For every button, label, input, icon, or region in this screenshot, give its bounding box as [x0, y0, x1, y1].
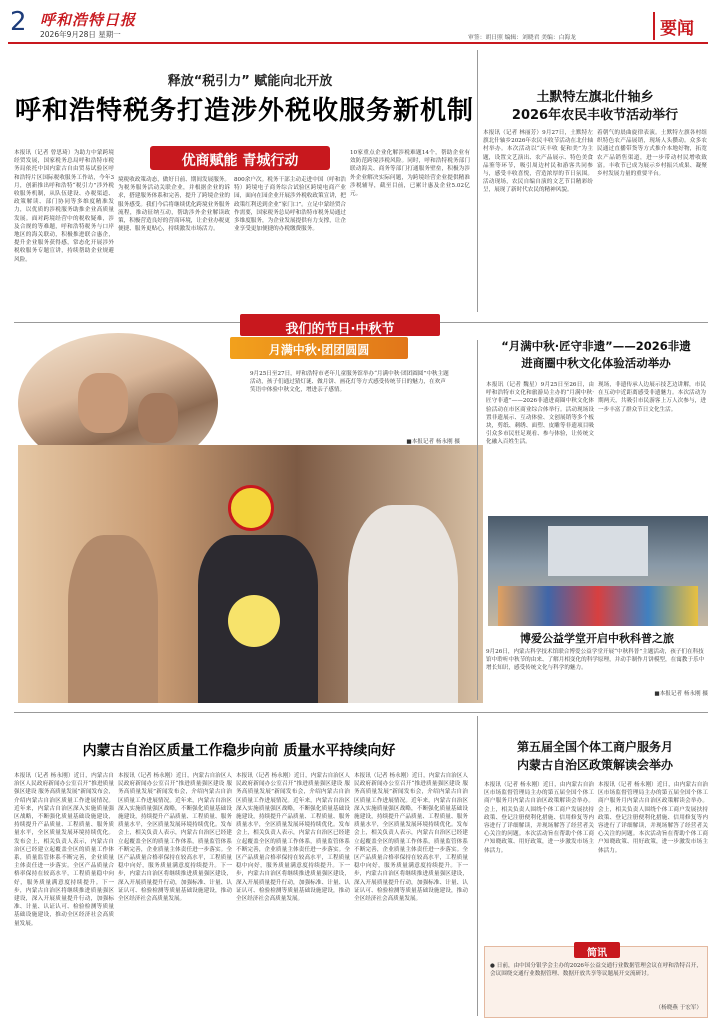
photo-title: 月满中秋·团团圆圆 [268, 343, 370, 357]
festival-right-headline-1: “月满中秋·匠守非遗”——2026非遗 [501, 339, 691, 353]
photo-figure [78, 373, 128, 433]
festival-right-column-1: 本报讯（记者 魏星）9月25日至26日，由呼和浩特市文化和旅游局主办的“月满中秋·匠守非遗”——2026非遗进商圈中秋文化体验活动在市区商业综合体举行。活动现场设置非遗展示、互动体验、文创展销等多个板块，剪纸、刺绣、面塑、皮雕等非遗项目吸引众多市民驻足观看、参与体验，让传统文化融入百姓生活。 [486, 382, 594, 446]
right-top-headline-1: 土默特左旗北什轴乡 [536, 90, 654, 105]
festival-photo-credit: ■本报记者 杨永刚 摄 [406, 439, 460, 445]
brief-title: 简讯 [587, 948, 607, 959]
issue-date: 2026年9月28日 星期一 [40, 30, 121, 39]
lead-kicker: 释放“税引力” 赋能向北开放 [167, 74, 333, 89]
bottom-column-divider [477, 716, 478, 1016]
festival-right-headline-2: 进商圈中秋文化体验活动举办 [521, 356, 671, 370]
right-top-headline-2: 2026年农民丰收节活动举行 [511, 108, 679, 123]
photo-moon-badge [228, 595, 280, 647]
festival-right-column-2: 现场，非遗传承人边展示技艺边讲解，市民在互动中近距离感受非遗魅力。本次活动为期两天，共吸引市民游客上万人次参与，进一步丰富了群众节日文化生活。 [598, 382, 706, 413]
science-photo-caption: 9月26日，内蒙古科学技术馆联合博爱公益学堂开展“中秋科普”主题活动，孩子们在科技馆中聆听中秋节的由来、了解月相变化的科学原理，并动手制作月饼模型，在寓教于乐中增长知识，感受传统文化与科学的魅力。 [486, 649, 705, 671]
lead-column-1: 本报讯（记者 曾思琦）为助力中蒙跨境经贸发展，国家税务总局呼和浩特市税务局依托中国内蒙古自由贸易试验区呼和浩特片区国际税收服务工作站，今年3月，创新推出呼和浩特“税引力”涉外税收服务机制，从队伍建设、办税渠道、政策解读、部门协同等多维度精准发力，以优质的涉税服务助推企业高质量发展。面对跨境经营中的税收疑难，涉及合规的等难题，呼和浩特税务与口岸地区的海关联动，积极推进联合惠企，提升企业服务获得感，常态化开展涉外税收服务专题宣讲，持续帮助企业规避风险。 [14, 150, 114, 263]
bottom-left-column-1: 本报讯（记者 杨永刚）近日，内蒙古自治区人民政府新闻办公室召开“推进质量强区建设 服务高质量发展”新闻发布会，介绍内蒙古自治区质量工作进展情况。近年来，内蒙古自治区深入实施质量强区战略，不断强化质量基础设施建设，持续提升产品质量、工程质量、服务质量水平，全区质量发展环境持续优化。发布会上，相关负责人表示，内蒙古自治区已经建立起覆盖全区的质量工作体系，质量监管体系不断完善，企业质量主体责任进一步落实。全区产品质量合格率保持在较高水平，工程质量稳中向好，服务质量满意度持续提升。下一步，内蒙古自治区将继续推进质量强区建设，深入开展质量提升行动，加强标准、计量、认证认可、检验检测等质量基础设施建设，推动全区经济社会高质量发展。 [14, 773, 114, 927]
section-label: 要闻 [660, 19, 694, 39]
festival-column-divider [477, 340, 478, 700]
lead-headline: 呼和浩特税务打造涉外税收服务新机制 [15, 96, 475, 126]
bottom-left-column-2: 本报讯（记者 杨永刚）近日，内蒙古自治区人民政府新闻办公室召开“推进质量强区建设 服务高质量发展”新闻发布会，介绍内蒙古自治区质量工作进展情况。近年来，内蒙古自治区深入实施质量强区战略，不断强化质量基础设施建设，持续提升产品质量、工程质量、服务质量水平，全区质量发展环境持续优化。发布会上，相关负责人表示，内蒙古自治区已经建立起覆盖全区的质量工作体系，质量监管体系不断完善，企业质量主体责任进一步落实。全区产品质量合格率保持在较高水平，工程质量稳中向好，服务质量满意度持续提升。下一步，内蒙古自治区将继续推进质量强区建设，深入开展质量提升行动，加强标准、计量、认证认可、检验检测等质量基础设施建设，推动全区经济社会高质量发展。 [118, 773, 232, 903]
column-divider [477, 50, 478, 312]
header-rule [8, 42, 708, 44]
lead-subhead: 优商赋能 青城行动 [181, 153, 299, 169]
bottom-right-column-2: 本报讯（记者 杨永刚）近日，由内蒙古自治区市场监督管理局主办的第五届全国个体工商户服务月内蒙古自治区政策解读会举办。会上，相关负责人围绕个体工商户发展扶持政策、登记注册便利化措施、信用修复等内容进行了详细解读，并现场解答了经营者关心关注的问题。本次活动旨在帮助个体工商户知晓政策、用好政策，进一步激发市场主体活力。 [598, 782, 708, 854]
photo-kids-row [498, 586, 698, 626]
photo-screen [548, 526, 648, 576]
page-number: 2 [10, 7, 27, 37]
science-photo-title: 博爱公益学堂开启中秋科普之旅 [520, 632, 674, 645]
festival-photo-large [18, 445, 483, 703]
editor-credits: 审签：胡日照 编辑：刘晓君 美编：白海龙 [468, 35, 577, 41]
photo-lantern [228, 485, 274, 531]
lead-column-3: 800余户次。税务干部主动走进中国（呼和浩特）跨境电子商务综合试验区跨境电商产业园，面向在园企业开展涉外税收政策宣讲，把政策红利送到企业“家门口”。立足中蒙经贸合作需要，国家税务总局呼和浩特市税务局通过多维度服务，为企业发展提供有力支撑，让企业享受更加便捷的办税缴费服务。 [234, 177, 346, 233]
bottom-right-column-1: 本报讯（记者 杨永刚）近日，由内蒙古自治区市场监督管理局主办的第五届全国个体工商户服务月内蒙古自治区政策解读会举办。会上，相关负责人围绕个体工商户发展扶持政策、登记注册便利化措施、信用修复等内容进行了详细解读，并现场解答了经营者关心关注的问题。本次活动旨在帮助个体工商户知晓政策、用好政策，进一步激发市场主体活力。 [484, 782, 594, 854]
section-divider [653, 12, 655, 40]
bottom-right-headline-1: 第五届全国个体工商户服务月 [516, 740, 673, 754]
masthead-logo: 呼和浩特日报 [40, 11, 137, 29]
bottom-right-headline-2: 内蒙古自治区政策解读会举办 [516, 758, 673, 772]
bottom-left-headline: 内蒙古自治区质量工作稳步向前 质量水平持续向好 [82, 743, 396, 759]
festival-banner: 我们的节日·中秋节 [285, 322, 395, 337]
science-photo [488, 516, 708, 626]
bottom-left-column-3: 本报讯（记者 杨永刚）近日，内蒙古自治区人民政府新闻办公室召开“推进质量强区建设 服务高质量发展”新闻发布会，介绍内蒙古自治区质量工作进展情况。近年来，内蒙古自治区深入实施质量强区战略，不断强化质量基础设施建设，持续提升产品质量、工程质量、服务质量水平，全区质量发展环境持续优化。发布会上，相关负责人表示，内蒙古自治区已经建立起覆盖全区的质量工作体系，质量监管体系不断完善，企业质量主体责任进一步落实。全区产品质量合格率保持在较高水平，工程质量稳中向好，服务质量满意度持续提升。下一步，内蒙古自治区将继续推进质量强区建设，深入开展质量提升行动，加强标准、计量、认证认可、检验检测等质量基础设施建设，推动全区经济社会高质量发展。 [236, 773, 350, 903]
photo-figure [138, 393, 178, 443]
photo-bg-kid [68, 535, 158, 703]
brief-body: ● 日前，由中国分银学会主办的2026年公益交通行业数据管理会议在呼和浩特召开，会议围绕交通行业数据管理、数据开放共享等议题展开交流研讨。 [490, 963, 702, 978]
right-top-column-2: 着朝气的晨曲旋律表演。土默特左旗各村组织特色农产品展销，现场人头攒动。众多农民通过直播带货等方式推介本地好物，拓宽农产品销售渠道，进一步带动村民增收致富。丰收节已成为展示乡村振兴成果、凝聚乡村发展力量的重要平台。 [597, 130, 707, 178]
festival-photo-caption: 9月25日至27日，呼和浩特市老年儿童服务馆举办“月满中秋·团团圆圆”中秋主题活动，孩子们通过猜灯谜、做月饼、画花灯等方式感受传统节日的魅力，在欢声笑语中体验中秋文化，增进亲子感情。 [250, 371, 449, 393]
bottom-left-column-4: 本报讯（记者 杨永刚）近日，内蒙古自治区人民政府新闻办公室召开“推进质量强区建设 服务高质量发展”新闻发布会，介绍内蒙古自治区质量工作进展情况。近年来，内蒙古自治区深入实施质量强区战略，不断强化质量基础设施建设，持续提升产品质量、工程质量、服务质量水平，全区质量发展环境持续优化。发布会上，相关负责人表示，内蒙古自治区已经建立起覆盖全区的质量工作体系，质量监管体系不断完善，企业质量主体责任进一步落实。全区产品质量合格率保持在较高水平，工程质量稳中向好，服务质量满意度持续提升。下一步，内蒙古自治区将继续推进质量强区建设，深入开展质量提升行动，加强标准、计量、认证认可、检验检测等质量基础设施建设，推动全区经济社会高质量发展。 [354, 773, 468, 903]
right-top-column-1: 本报讯（记者 林丽芳）9月27日，土默特左旗北什轴乡2026年农民丰收节活动在北什轴村举办。本次活动以“庆丰收 促和美”为主题，设置文艺演出、农产品展示、特色美食品鉴等环节，吸引周边村民和游客共同参与，感受丰收喜悦，营造浓厚的节日氛围。活动现场，农民自编自演的文艺节目精彩纷呈，展现了新时代农民的精神风貌。 [483, 130, 593, 194]
science-photo-credit: ■本报记者 杨永刚 摄 [654, 691, 708, 697]
photo-adult [348, 505, 458, 703]
brief-credit: （杨晓燕 于宏军） [655, 1005, 702, 1011]
bottom-divider [14, 712, 708, 713]
lead-column-4: 10家重点企业化解涉税难题14个，帮助企业有效防范跨境涉税风险。同时，呼和浩特税务部门联动海关、商务等部门打通服务壁垒，积极为涉外企业解决实际问题，为跨境经营企业提供精准涉税辅导，截至目前，已累计惠及企业5.02亿元。 [350, 150, 470, 198]
lead-column-2: 境税收政策动态，做好日前、期间发展服务。为税务服务活动关联企业，并根据企业的诉求，搭建服务体系和完善，提升了跨境企业的服务感受。我们今后将继续优化跨境业务服务流程，推动征纳互动，帮助涉外企业解读政策，积极营造良好的营商环境，让企业办税更便捷、服务更贴心，持续激发市场活力。 [118, 177, 230, 233]
